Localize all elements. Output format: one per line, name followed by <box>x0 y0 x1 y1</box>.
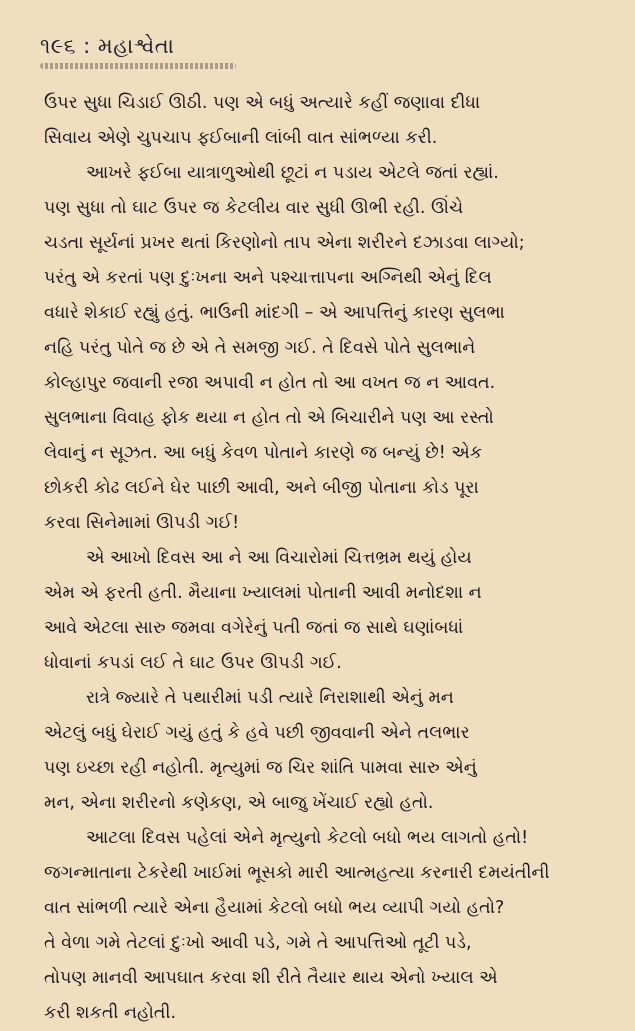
text-line: સુલભાના વિવાહ ફોક થયા ન હોત તો એ બિચારીને પણ આ રસ્તો <box>44 408 494 428</box>
text-line: પણ સુધા તો ઘાટ ઉપર જ કેટલીય વાર સુધી ઊભી રહી. ઊંચે <box>44 198 464 218</box>
text-line: તોપણ માનવી આપઘાત કરવા શી રીતે તૈયાર થાય એનો ખ્યાલ એ <box>44 968 498 988</box>
page-title: ૧૯૬ : મહાશ્વેતા <box>40 34 175 58</box>
text-line: એમ એ ફરતી હતી. મૈયાના ખ્યાલમાં પોતાની આવી મનોદશા ન <box>44 583 482 603</box>
text-line: રાત્રે જ્યારે તે પથારીમાં પડી ત્યારે નિરાશાથી એનું મન <box>86 688 454 708</box>
text-line: વાત સાંભળી ત્યારે એના હૈયામાં કેટલો બધો ભય વ્યાપી ગયો હતો? <box>44 898 505 918</box>
text-line: મન, એના શરીરનો કણેકણ, એ બાજુ ખેંચાઈ રહ્યો હતો. <box>44 793 434 813</box>
text-line: ઉપર સુધા ચિડાઈ ઊઠી. પણ એ બધું અત્યારે કહીં જણાવા દીધા <box>44 93 481 113</box>
text-line: ધોવાનાં કપડાં લઈ તે ઘાટ ઉપર ઊપડી ગઈ. <box>44 653 342 673</box>
text-line: કોલ્હાપુર જવાની રજા અપાવી ન હોત તો આ વખત જ ન આવત. <box>44 373 496 393</box>
paragraph <box>44 156 612 541</box>
text-line: ચડતા સૂર્યનાં પ્રખર થતાં કિરણોનો તાપ એના શરીરને દઝાડવા લાગ્યો; <box>44 233 525 253</box>
body-text <box>44 86 612 1031</box>
text-line: તે વેળા ગમે તેટલાં દુઃખો આવી પડે, ગમે તે આપત્તિઓ તૂટી પડે, <box>44 933 472 953</box>
paragraph <box>44 681 612 821</box>
text-line: કરવા સિનેમામાં ઊપડી ગઈ! <box>44 513 240 533</box>
text-line: એટલું બધું ઘેરાઈ ગયું હતું કે હવે પછી જીવવાની એને તલભાર <box>44 723 470 743</box>
text-line: આવે એટલા સારુ જમવા વગેરેનું પતી જતાં જ સાથે ઘણાંબધાં <box>44 618 464 638</box>
text-line: વધારે શેકાઈ રહ્યું હતું. ભાઉની માંદગી – એ આપત્તિનું કારણ સુલભા <box>44 303 505 323</box>
text-line: પરંતુ એ કરતાં પણ દુઃખના અને પશ્ચાત્તાપના અગ્નિથી એનું દિલ <box>44 268 492 288</box>
text-line: નહિ પરંતુ પોતે જ છે એ તે સમજી ગઈ. તે દિવસે પોતે સુલભાને <box>44 338 476 358</box>
text-line: કરી શકતી નહોતી. <box>44 1003 177 1023</box>
text-line: છોકરી કોઢ લઈને ઘેર પાછી આવી, અને બીજી પોતાના કોડ પૂરા <box>44 478 479 498</box>
text-line: સિવાય એણે ચુપચાપ ફઈબાની લાંબી વાત સાંભળ્યા કરી. <box>44 128 438 148</box>
text-line: લેવાનું ન સૂઝત. આ બધું કેવળ પોતાને કારણે જ બન્યું છે! એક <box>44 443 483 463</box>
text-line: એ આખો દિવસ આ ને આ વિચારોમાં ચિત્તભ્રમ થયું હોય <box>86 548 472 568</box>
text-line: પણ ઇચ્છા રહી નહોતી. મૃત્યુમાં જ ચિર શાંતિ પામવા સારુ એનું <box>44 758 477 778</box>
text-line: જગન્માતાના ટેકરેથી ખાઈમાં ભૂસકો મારી આત્મહત્યા કરનારી દમયંતીની <box>44 863 550 883</box>
paragraph <box>44 86 612 156</box>
paragraph <box>44 541 612 681</box>
paragraph <box>44 821 612 1031</box>
text-line: આટલા દિવસ પહેલાં એને મૃત્યુનો કેટલો બધો ભય લાગતો હતો! <box>86 828 529 848</box>
header-divider <box>40 63 236 69</box>
text-line: આખરે ફઈબા યાત્રાળુઓથી છૂટાં ન પડાય એટલે જતાં રહ્યાં. <box>86 163 499 183</box>
running-header <box>40 34 340 69</box>
